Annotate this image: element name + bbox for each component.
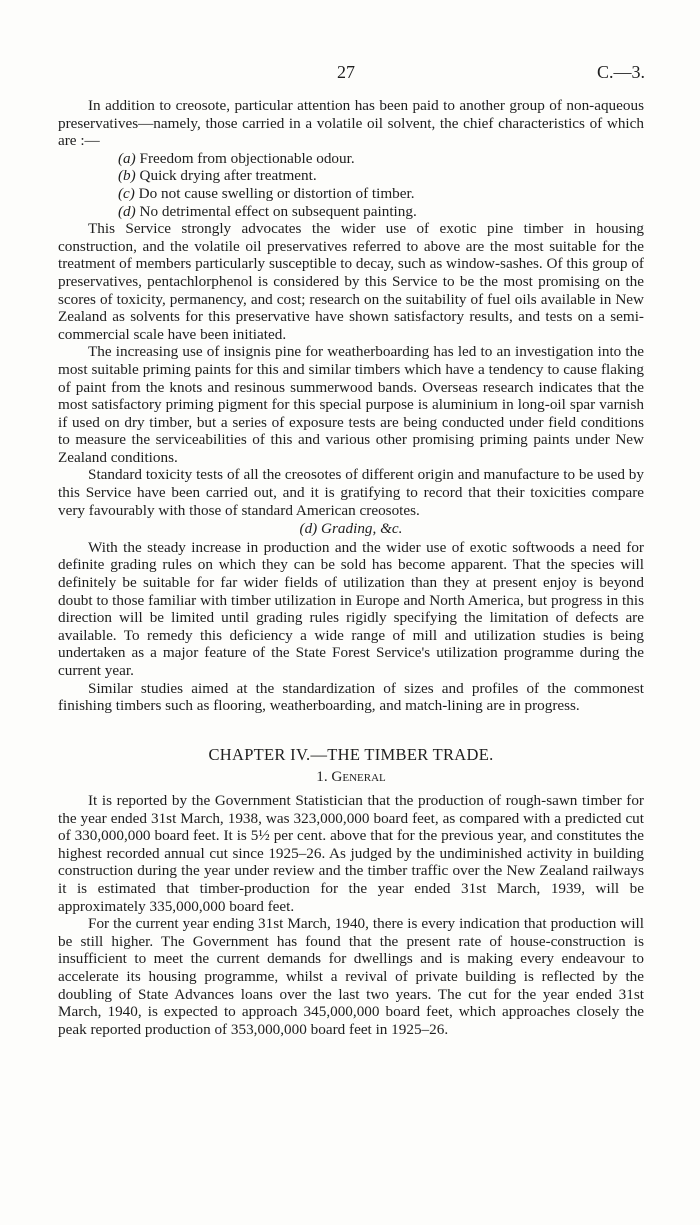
subsection-title: General <box>331 768 386 786</box>
page-header <box>0 62 700 84</box>
page-number: 27 <box>337 62 355 82</box>
paragraph-priming-paints: The increasing use of insignis pine for weatherboarding has led to an investigation into the most suitable priming paints for this and similar timbers which have a tendency to cause flaking of paint from the knots and resinous summerwood bands. Overseas research indicates that the most satisfactory priming pigment for this special purpose is aluminium in long-oil spar varnish if used on dry timber, but a series of exposure tests are being conducted under field conditions to measure the serviceabilities of this and various other promising priming paints under New Zealand conditions. <box>58 343 644 466</box>
list-marker: (c) <box>118 184 135 202</box>
list-item-text: Do not cause swelling or distortion of timber. <box>138 184 415 202</box>
paragraph-toxicity-tests: Standard toxicity tests of all the creosotes of different origin and manufacture to be used by this Service have been carried out, and it is gratifying to record that their toxicities compare very favourably with those of standard American creosotes. <box>58 466 644 519</box>
characteristics-list <box>58 150 644 220</box>
list-item-text: Quick drying after treatment. <box>139 167 317 185</box>
list-marker: (a) <box>118 149 136 167</box>
chapter-title: CHAPTER IV.—THE TIMBER TRADE. <box>208 744 494 764</box>
subsection-heading <box>58 768 644 786</box>
paragraph-exotic-pine: This Service strongly advocates the wider use of exotic pine timber in housing construction, and the volatile oil preservatives referred to above are the most suitable for the treatment of members particularly susceptible to decay, such as window-sashes. Of this group of preservatives, pentachlorphenol is considered by this Service to be the most promising on the scores of toxicity, permanency, and cost; research on the suitability of fuel oils available in New Zealand as solvents for this preservative have shown satisfactory results, and tests on a semi-commercial scale have been initiated. <box>58 220 644 343</box>
document-code: C.—3. <box>596 62 645 82</box>
list-marker: (d) <box>118 202 136 220</box>
list-item <box>118 150 644 168</box>
list-marker: (b) <box>118 167 136 185</box>
paragraph-grading: With the steady increase in production and the wider use of exotic softwoods a need for definite grading rules on which they can be sold has become apparent. That the species will definitely be suitable for far wider fields of utilization than they at present enjoy is beyond doubt to those familiar with timber utilization in Europe and North America, but progress in this direction will be limited until grading rules rigidly specifying the limitation of defects are available. To remedy this deficiency a wide range of mill and utilization studies is being undertaken as a major feature of the State Forest Service's utilization programme during the current year. <box>58 538 644 679</box>
list-item-text: Freedom from objectionable odour. <box>139 149 355 167</box>
list-item <box>118 167 644 185</box>
section-heading-grading: (d) Grading, &c. <box>299 520 403 538</box>
paragraph-standardization: Similar studies aimed at the standardization of sizes and profiles of the commonest finishing timbers such as flooring, weatherboarding, and match-lining are in progress. <box>58 679 644 715</box>
list-item-text: No detrimental effect on subsequent painting. <box>139 202 417 220</box>
paragraph-current-year: For the current year ending 31st March, 1940, there is every indication that production will be still higher. The Government has found that the present rate of house-construction is insufficient to meet the current demands for dwellings and is making every endeavour to accelerate its housing programme, whilst a revival of private building is reflected by the doubling of State Advances loans over the last two years. The cut for the year ended 31st March, 1940, is expected to approach 345,000,000 board feet, which approaches closely the peak reported production of 353,000,000 board feet in 1925–26. <box>58 915 644 1038</box>
body-text <box>58 97 644 1038</box>
intro-paragraph: In addition to creosote, particular attention has been paid to another group of non-aqueous preservatives—namely, those carried in a volatile oil solvent, the chief characteristics of which are :— <box>58 97 644 150</box>
list-item <box>118 185 644 203</box>
subsection-number: 1. <box>316 768 328 786</box>
paragraph-production: It is reported by the Government Statistician that the production of rough-sawn timber for the year ended 31st March, 1938, was 323,000,000 board feet, as compared with a predicted cut of 330,000,000 board feet. It is 5½ per cent. above that for the previous year, and constitutes the highest recorded annual cut since 1925–26. As judged by the undiminished activity in building construction during the year under review and the timber traffic over the New Zealand railways it is estimated that timber-production for the year ended 31st March, 1939, will be approximately 335,000,000 board feet. <box>58 791 644 915</box>
list-item <box>118 203 644 221</box>
